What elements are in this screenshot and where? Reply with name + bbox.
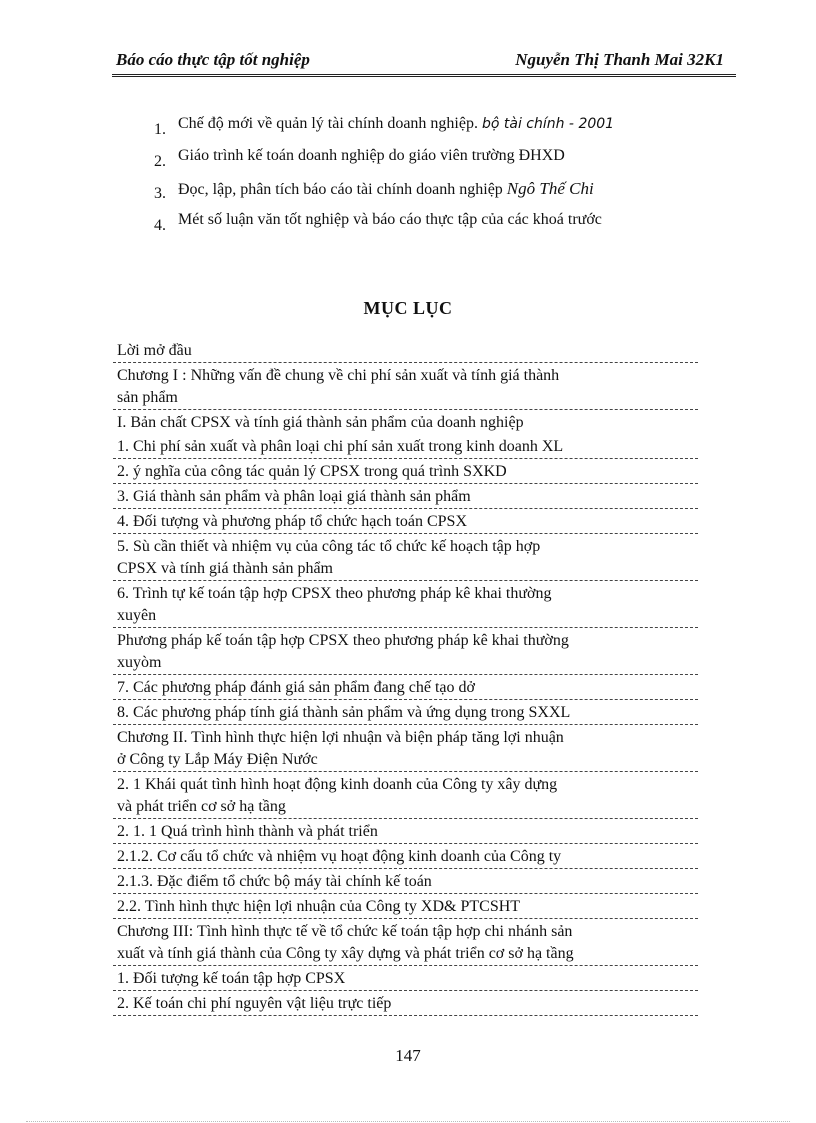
reference-list <box>150 112 750 240</box>
toc-entry-line: 2. 1 Khái quát tình hình hoạt động kinh doanh của Công ty xây dựng <box>117 776 558 793</box>
toc-entry-line: ở Công ty Lắp Máy Điện Nước <box>117 751 318 768</box>
toc-entry <box>113 991 698 1016</box>
reference-title: Chế độ mới về quản lý tài chính doanh nghiệp. <box>178 115 478 132</box>
toc-entry <box>113 844 698 869</box>
toc-entry-line: 2. 1. 1 Quá trình hình thành và phát triển <box>117 823 378 840</box>
toc-entry-line: 2.1.3. Đặc điểm tổ chức bộ máy tài chính kế toán <box>117 873 432 890</box>
reference-title: Giáo trình kế toán doanh nghiệp do giáo viên trường ĐHXD <box>178 147 565 164</box>
toc-entry <box>113 819 698 844</box>
toc-entry <box>113 363 698 410</box>
toc-entry <box>113 869 698 894</box>
toc-title: MỤC LỤC <box>363 298 453 318</box>
reference-author: Ngô Thế Chi <box>506 179 594 198</box>
toc-entry-line: 2. ý nghĩa của công tác quản lý CPSX trong quá trình SXKD <box>117 463 507 480</box>
toc-entry-line: sản phẩm <box>117 389 178 406</box>
reference-text <box>178 211 602 229</box>
toc-entry-line: 7. Các phương pháp đánh giá sản phẩm đang chế tạo dở <box>117 679 475 696</box>
toc-entry-line: 1. Chi phí sản xuất và phân loại chi phí sản xuất trong kinh doanh XL <box>117 438 564 455</box>
toc-entry-line: Chương II. Tình hình thực hiện lợi nhuận và biện pháp tăng lợi nhuận <box>117 729 564 746</box>
toc-entry-line: Chương I : Những vấn đề chung về chi phí sản xuất và tính giá thành <box>117 367 560 384</box>
toc-entry-line: 2.1.2. Cơ cấu tổ chức và nhiệm vụ hoạt động kinh doanh của Công ty <box>117 848 562 865</box>
toc-entry-line: I. Bản chất CPSX và tính giá thành sản phẩm của doanh nghiệp <box>117 414 524 431</box>
toc-entry <box>113 919 698 966</box>
toc-entry <box>113 509 698 534</box>
toc-entry-line: CPSX và tính giá thành sản phẩm <box>117 560 333 577</box>
toc-entry-line: 2. Kế toán chi phí nguyên vật liệu trực tiếp <box>117 995 392 1012</box>
toc-entry-line: Lời mở đầu <box>117 342 192 359</box>
toc-entry-line: xuất và tính giá thành của Công ty xây dựng và phát triển cơ sở hạ tầng <box>117 945 574 962</box>
reference-number: 3. <box>154 185 166 202</box>
toc-entry <box>113 581 698 628</box>
toc-entry-line: 2.2. Tình hình thực hiện lợi nhuận của Công ty XD& PTCSHT <box>117 898 521 915</box>
toc-entry <box>113 894 698 919</box>
toc-entry-line: 6. Trình tự kế toán tập hợp CPSX theo phương pháp kê khai thường <box>117 585 552 602</box>
toc-entry <box>113 966 698 991</box>
toc-entry-line: 1. Đối tượng kế toán tập hợp CPSX <box>117 970 346 987</box>
toc-entry-line: Phương pháp kế toán tập hợp CPSX theo phương pháp kê khai thường <box>117 632 569 649</box>
toc-entry <box>113 700 698 725</box>
page-bottom-border <box>26 1121 790 1122</box>
reference-text <box>178 179 594 199</box>
reference-number: 2. <box>154 153 166 170</box>
toc-entry <box>113 534 698 581</box>
reference-item <box>150 112 750 144</box>
header-author-name: Nguyễn Thị Thanh Mai 32K1 <box>515 50 724 69</box>
reference-text <box>178 115 614 133</box>
reference-item <box>150 208 750 240</box>
toc-entry-line: xuyòm <box>117 654 162 671</box>
toc-entry <box>113 434 698 459</box>
reference-author: bộ tài chính - 2001 <box>481 116 615 132</box>
toc-entry <box>113 772 698 819</box>
toc-entry <box>113 410 698 434</box>
toc-entry <box>113 628 698 675</box>
toc-entry-line: Chương III: Tình hình thực tế về tổ chức kế toán tập hợp chi nhánh sản <box>117 923 573 940</box>
toc-entry <box>113 675 698 700</box>
toc-entry <box>113 484 698 509</box>
toc-entry-line: và phát triển cơ sở hạ tầng <box>117 798 286 815</box>
reference-item <box>150 176 750 208</box>
reference-item <box>150 144 750 176</box>
page-header <box>112 48 736 77</box>
toc-entry <box>113 725 698 772</box>
reference-text <box>178 147 565 165</box>
page-number: 147 <box>395 1046 421 1065</box>
reference-title: Đọc, lập, phân tích báo cáo tài chính doanh nghiệp <box>178 181 503 198</box>
toc-entry <box>113 338 698 363</box>
toc-entry-line: 8. Các phương pháp tính giá thành sản phẩm và ứng dụng trong SXXL <box>117 704 571 721</box>
header-report-title: Báo cáo thực tập tốt nghiệp <box>116 50 310 69</box>
table-of-contents <box>113 338 698 1016</box>
toc-entry-line: 3. Giá thành sản phẩm và phân loại giá thành sản phẩm <box>117 488 471 505</box>
toc-entry-line: xuyên <box>117 607 157 624</box>
reference-number: 4. <box>154 217 166 234</box>
toc-entry <box>113 459 698 484</box>
reference-number: 1. <box>154 121 166 138</box>
toc-entry-line: 5. Sù cần thiết và nhiệm vụ của công tác tổ chức kế hoạch tập hợp <box>117 538 541 555</box>
reference-title: Mét số luận văn tốt nghiệp và báo cáo thực tập của các khoá trước <box>178 211 602 228</box>
toc-entry-line: 4. Đối tượng và phương pháp tổ chức hạch toán CPSX <box>117 513 468 530</box>
